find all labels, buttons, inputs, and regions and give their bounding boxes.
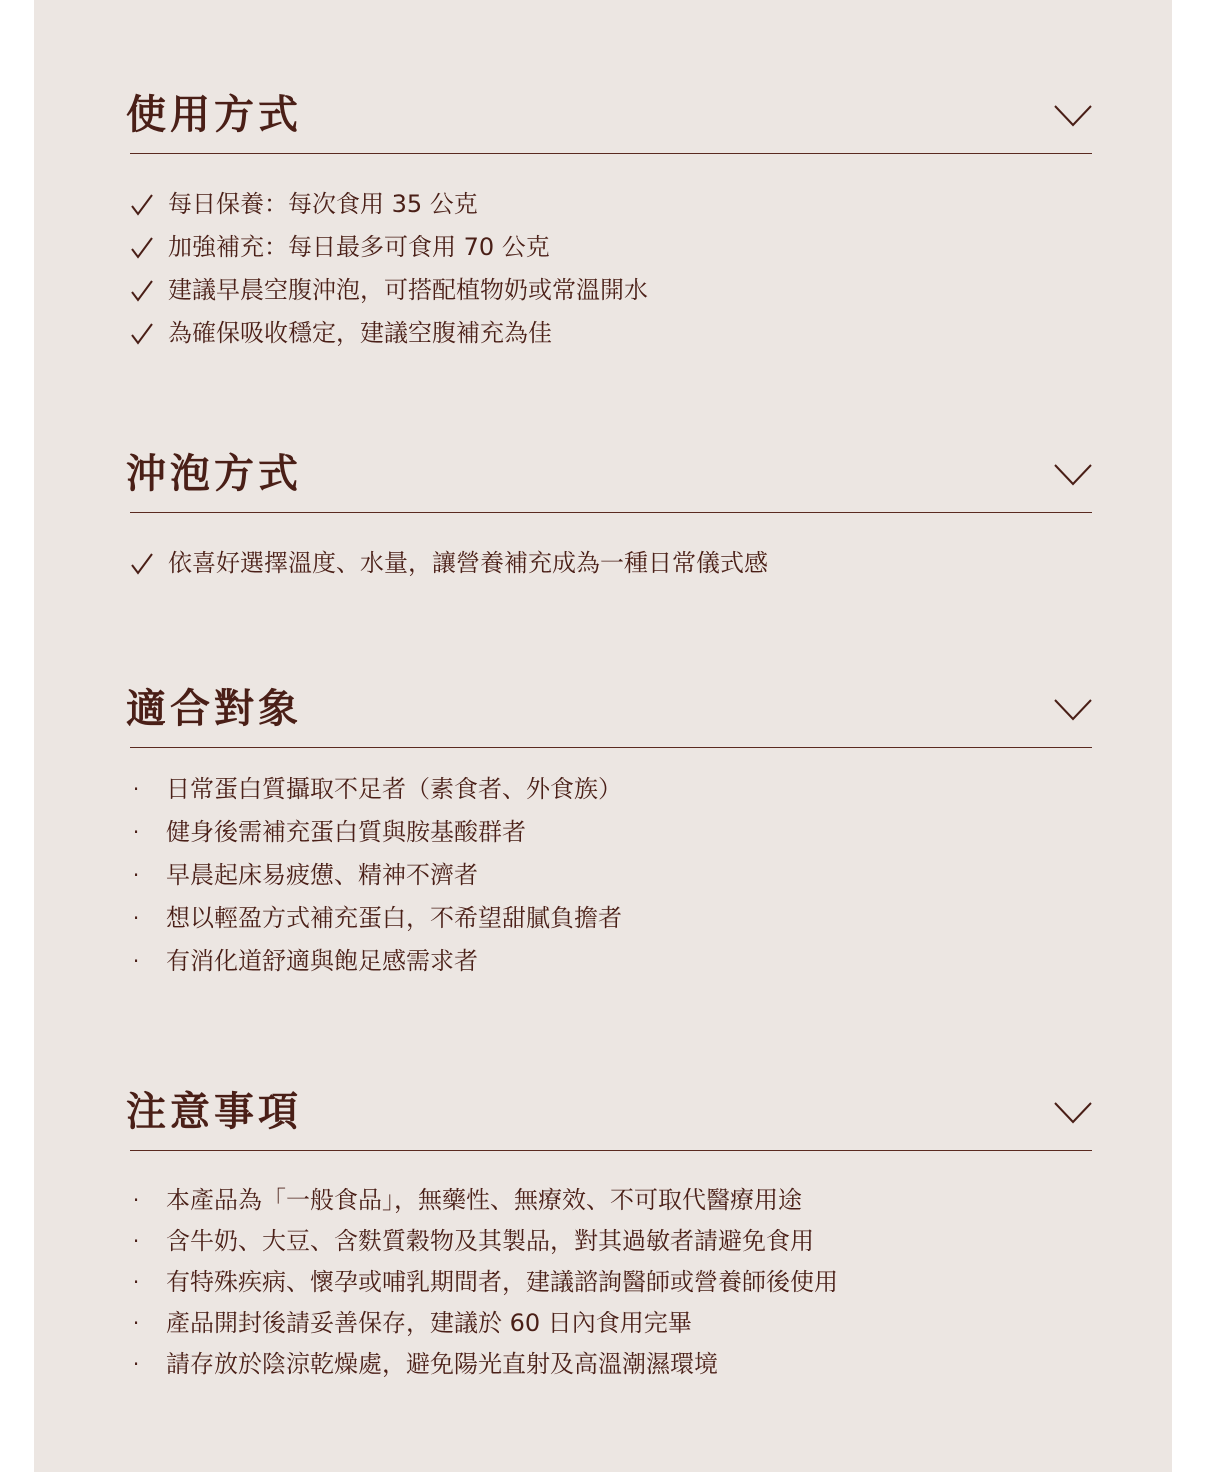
chevron-down-icon[interactable] — [1054, 699, 1092, 721]
list-item — [130, 854, 1092, 897]
list-item — [130, 183, 1092, 226]
section-title: 沖泡方式 — [126, 451, 302, 497]
chevron-down-icon[interactable] — [1054, 1102, 1092, 1124]
list-item — [130, 542, 1092, 585]
bullet-dot: · — [132, 1270, 140, 1294]
check-icon — [130, 322, 154, 346]
list-item-text: 依喜好選擇溫度、水量，讓營養補充成為一種日常儀式感 — [168, 549, 768, 577]
bullet-dot: · — [132, 1188, 140, 1212]
list-item — [130, 768, 1092, 811]
bullet-dot: · — [132, 820, 140, 844]
list-item — [130, 1179, 1092, 1220]
list-item-text: 早晨起床易疲憊、精神不濟者 — [166, 861, 478, 889]
brewing-list — [130, 542, 1092, 585]
section-title: 使用方式 — [126, 92, 302, 138]
bullet-dot: · — [132, 949, 140, 973]
section-usage — [126, 83, 1092, 355]
list-item — [130, 897, 1092, 940]
audience-list — [130, 768, 1092, 983]
list-item-text: 有特殊疾病、懷孕或哺乳期間者，建議諮詢醫師或營養師後使用 — [166, 1268, 838, 1296]
list-item — [130, 1343, 1092, 1384]
list-item — [130, 1302, 1092, 1343]
list-item — [130, 940, 1092, 983]
bullet-dot: · — [132, 863, 140, 887]
list-item-text: 加強補充：每日最多可食用 70 公克 — [168, 233, 550, 261]
list-item-text: 有消化道舒適與飽足感需求者 — [166, 947, 478, 975]
section-title: 注意事項 — [126, 1089, 302, 1135]
list-item — [130, 1220, 1092, 1261]
chevron-down-icon[interactable] — [1054, 105, 1092, 127]
section-header-brewing[interactable] — [126, 442, 1092, 513]
bullet-dot: · — [132, 777, 140, 801]
list-item-text: 產品開封後請妥善保存，建議於 60 日內食用完畢 — [166, 1309, 692, 1337]
list-item-text: 日常蛋白質攝取不足者（素食者、外食族） — [166, 775, 622, 803]
list-item-text: 健身後需補充蛋白質與胺基酸群者 — [166, 818, 526, 846]
bullet-dot: · — [132, 1352, 140, 1376]
list-item-text: 請存放於陰涼乾燥處，避免陽光直射及高溫潮濕環境 — [166, 1350, 718, 1378]
bullet-dot: · — [132, 906, 140, 930]
section-header-audience[interactable] — [126, 677, 1092, 748]
list-item-text: 想以輕盈方式補充蛋白，不希望甜膩負擔者 — [166, 904, 622, 932]
check-icon — [130, 236, 154, 260]
list-item — [130, 226, 1092, 269]
list-item-text: 含牛奶、大豆、含麩質穀物及其製品，對其過敏者請避免食用 — [166, 1227, 814, 1255]
chevron-down-icon[interactable] — [1054, 464, 1092, 486]
section-brewing — [126, 442, 1092, 585]
section-title: 適合對象 — [126, 686, 302, 732]
section-header-notes[interactable] — [126, 1080, 1092, 1151]
list-item-text: 為確保吸收穩定，建議空腹補充為佳 — [168, 319, 552, 347]
list-item — [130, 269, 1092, 312]
list-item-text: 每日保養：每次食用 35 公克 — [168, 190, 478, 218]
usage-list — [130, 183, 1092, 355]
check-icon — [130, 193, 154, 217]
bullet-dot: · — [132, 1311, 140, 1335]
list-item-text: 本產品為「一般食品」，無藥性、無療效、不可取代醫療用途 — [166, 1186, 802, 1214]
list-item — [130, 312, 1092, 355]
notes-list — [130, 1179, 1092, 1384]
list-item — [130, 1261, 1092, 1302]
list-item-text: 建議早晨空腹沖泡，可搭配植物奶或常溫開水 — [168, 276, 648, 304]
list-item — [130, 811, 1092, 854]
check-icon — [130, 279, 154, 303]
section-audience — [126, 677, 1092, 983]
section-notes — [126, 1080, 1092, 1384]
section-header-usage[interactable] — [126, 83, 1092, 154]
bullet-dot: · — [132, 1229, 140, 1253]
check-icon — [130, 552, 154, 576]
